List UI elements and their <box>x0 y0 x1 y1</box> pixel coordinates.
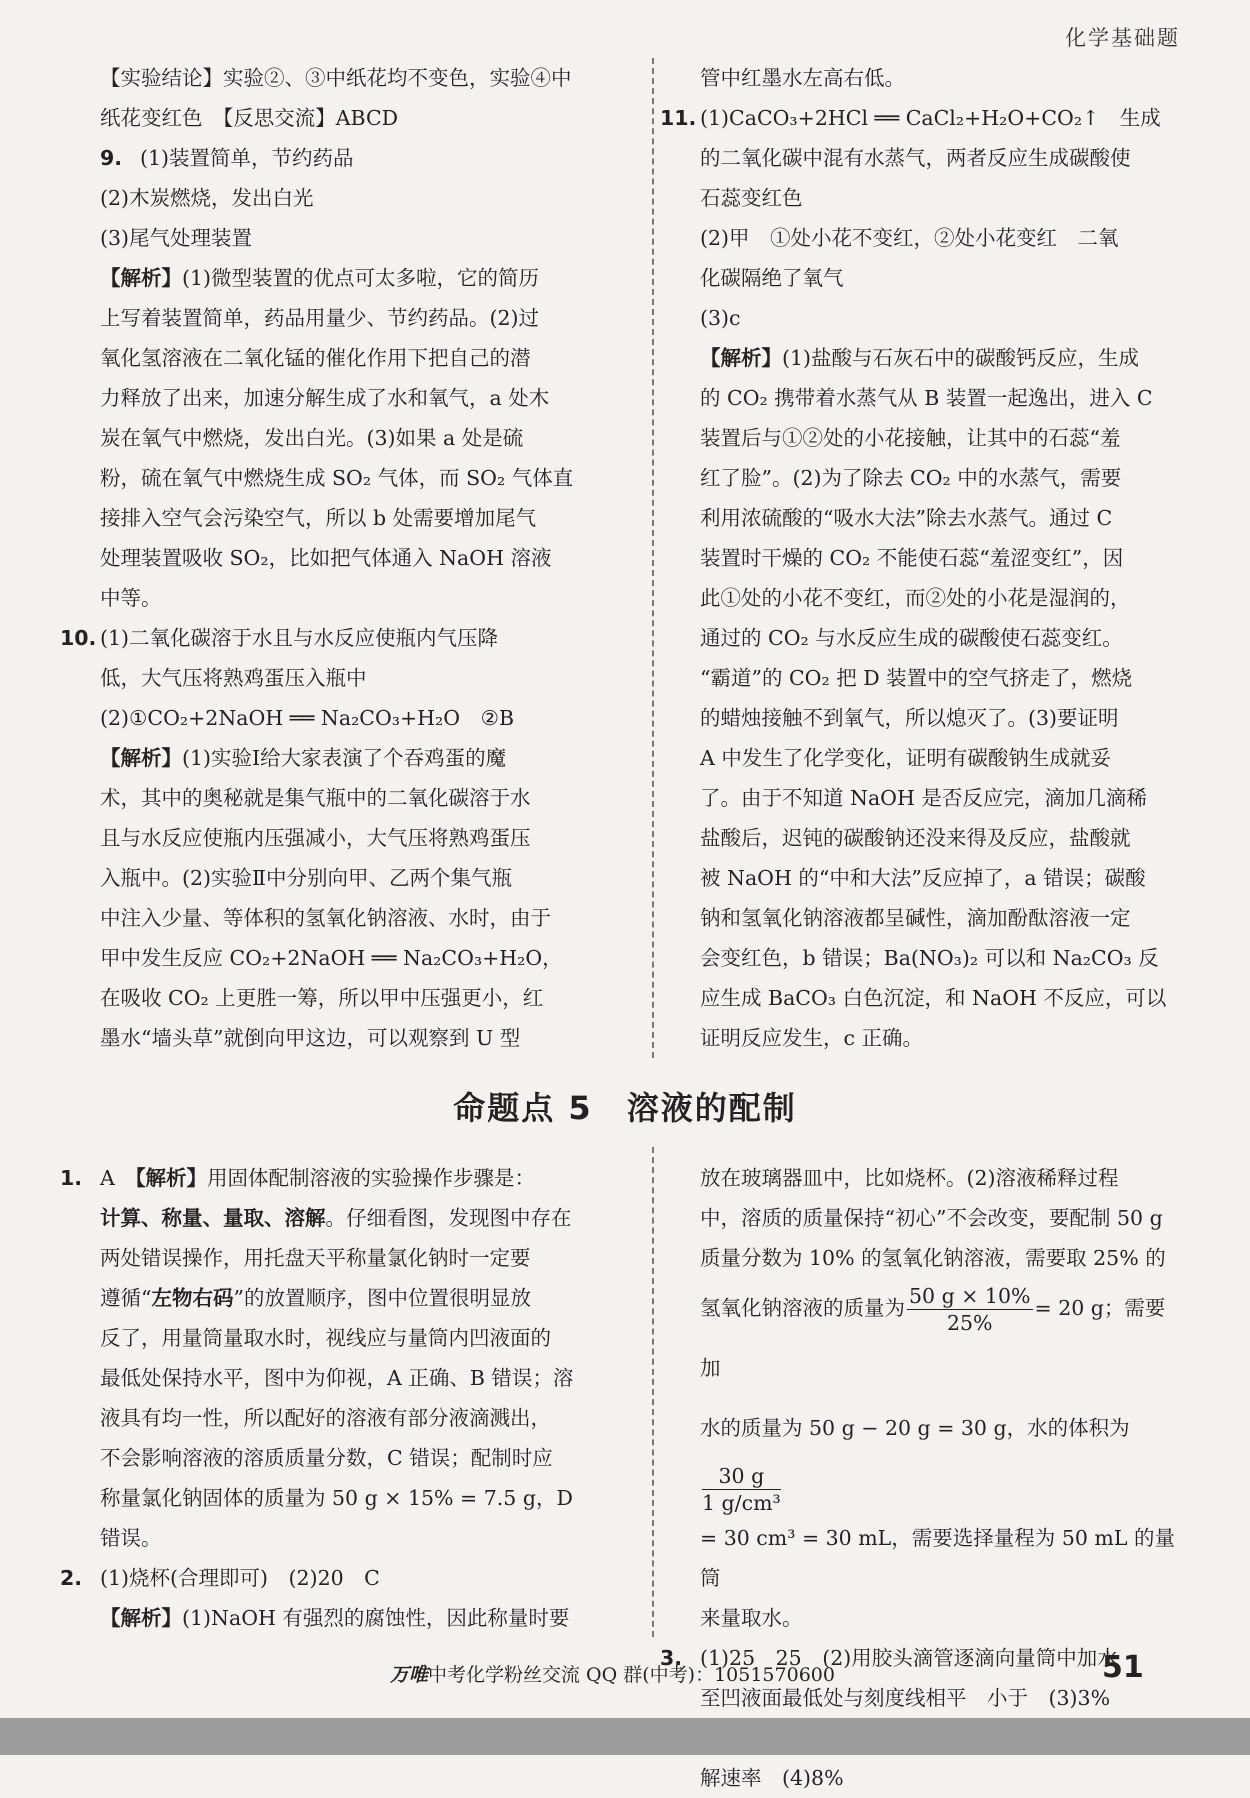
analysis-text: 反了，用量筒量取水时，视线应与量筒内凹液面的 <box>100 1326 551 1350</box>
answer-text: (3)尾气处理装置 <box>100 226 253 250</box>
analysis-text: 应生成 BaCO₃ 白色沉淀，和 NaOH 不反应，可以 <box>700 986 1167 1010</box>
analysis-text: 中注入少量、等体积的氢氧化钠溶液、水时，由于 <box>100 906 551 930</box>
text-line: 质量分数为 10% 的氢氧化钠溶液，需要取 25% 的 <box>700 1246 1166 1270</box>
question-number: 3. <box>660 1646 683 1670</box>
analysis-tag: 【解析】 <box>100 1606 182 1630</box>
footer-text: 中考化学粉丝交流 QQ 群(中考)：1051570600 <box>428 1664 835 1686</box>
analysis-text: 称量氯化钠固体的质量为 50 g × 15% = 7.5 g，D <box>100 1486 573 1510</box>
answer-text: (2)木炭燃烧，发出白光 <box>100 186 314 210</box>
analysis-tag: 【解析】 <box>100 746 182 770</box>
answer-text: 解速率 (4)8% <box>700 1766 844 1790</box>
answer-text: (1)二氧化碳溶于水且与水反应使瓶内气压降 <box>100 626 499 650</box>
answer-text: (1)烧杯(合理即可) (2)20 C <box>100 1566 380 1590</box>
analysis-text: A 中发生了化学变化，证明有碳酸钠生成就妥 <box>700 746 1111 770</box>
analysis-text: 被 NaOH 的“中和大法”反应掉了，a 错误；碳酸 <box>700 866 1146 890</box>
fraction-denominator: 25% <box>946 1311 993 1335</box>
question-number: 9. <box>100 146 123 170</box>
analysis-text: 上写着装置简单，药品用量少、节约药品。(2)过 <box>100 306 540 330</box>
column-divider <box>652 1147 656 1637</box>
analysis-text: 不会影响溶液的溶质质量分数，C 错误；配制时应 <box>100 1446 553 1470</box>
analysis-text: 盐酸后，迟钝的碳酸钠还没来得及反应，盐酸就 <box>700 826 1131 850</box>
analysis-tag: 【解析】 <box>100 266 182 290</box>
answer-text: (1)25 25 (2)用胶头滴管逐滴向量筒中加水 <box>700 1646 1118 1670</box>
answer-text: 的二氧化碳中混有水蒸气，两者反应生成碳酸使 <box>700 146 1131 170</box>
answer-text: (3)c <box>700 306 741 330</box>
fraction <box>907 1283 1033 1336</box>
analysis-text: 通过的 CO₂ 与水反应生成的碳酸使石蕊变红。 <box>700 626 1123 650</box>
left-column-2 <box>60 1158 630 1638</box>
analysis-text: 术，其中的奥秘就是集气瓶中的二氧化碳溶于水 <box>100 786 531 810</box>
right-column <box>660 58 1180 1058</box>
analysis-tag: 【解析】 <box>700 346 782 370</box>
question-number: 2. <box>60 1566 83 1590</box>
analysis-text: 的蜡烛接触不到氧气，所以熄灭了。(3)要证明 <box>700 706 1119 730</box>
fraction-denominator: 1 g/cm³ <box>702 1491 781 1515</box>
analysis-text: (1)微型装置的优点可太多啦，它的简历 <box>182 266 540 290</box>
text-line: = 20 g；需要加 <box>700 1296 1166 1380</box>
fraction-numerator: 50 g × 10% <box>909 1284 1031 1308</box>
text-line: 管中红墨水左高右低。 <box>700 66 905 90</box>
column-divider <box>652 58 656 1058</box>
analysis-text: 氧化氢溶液在二氧化锰的催化作用下把自己的潜 <box>100 346 531 370</box>
analysis-text: 入瓶中。(2)实验Ⅱ中分别向甲、乙两个集气瓶 <box>100 866 512 890</box>
analysis-text: 力释放了出来，加速分解生成了水和氧气，a 处木 <box>100 386 550 410</box>
analysis-text: (1)盐酸与石灰石中的碳酸钙反应，生成 <box>782 346 1140 370</box>
answer-text: 石蕊变红色 <box>700 186 803 210</box>
analysis-text: 红了脸”。(2)为了除去 CO₂ 中的水蒸气，需要 <box>700 466 1122 490</box>
right-column-2 <box>660 1158 1180 1798</box>
analysis-text: 错误。 <box>100 1526 162 1550</box>
analysis-text: 在吸收 CO₂ 上更胜一筹，所以甲中压强更小，红 <box>100 986 544 1010</box>
analysis-text: 装置时干燥的 CO₂ 不能使石蕊“羞涩变红”，因 <box>700 546 1124 570</box>
page-number: 51 <box>1102 1650 1144 1685</box>
answer-text: (2)甲 ①处小花不变红，②处小花变红 二氧 <box>700 226 1119 250</box>
question-number: 10. <box>60 626 97 650</box>
analysis-text: 接排入空气会污染空气，所以 b 处需要增加尾气 <box>100 506 537 530</box>
analysis-text: 。仔细看图，发现图中存在 <box>325 1206 572 1230</box>
analysis-text: 最低处保持水平，图中为仰视，A 正确、B 错误；溶 <box>100 1366 574 1390</box>
answer-text: (1)CaCO₃+2HCl ══ CaCl₂+H₂O+CO₂↑ 生成 <box>700 106 1161 130</box>
analysis-text: 甲中发生反应 CO₂+2NaOH ══ Na₂CO₃+H₂O， <box>100 946 563 970</box>
question-number: 11. <box>660 106 697 130</box>
analysis-text: 用固体配制溶液的实验操作步骤是： <box>207 1166 536 1190</box>
analysis-text: 处理装置吸收 SO₂，比如把气体通入 NaOH 溶液 <box>100 546 552 570</box>
text-line: 纸花变红色 【反思交流】ABCD <box>100 106 399 130</box>
brand-logo: 万唯 <box>390 1664 429 1686</box>
analysis-text: 此①处的小花不变红，而②处的小花是湿润的， <box>700 586 1131 610</box>
analysis-text: “霸道”的 CO₂ 把 D 装置中的空气挤走了，燃烧 <box>700 666 1133 690</box>
analysis-text: (1)NaOH 有强烈的腐蚀性，因此称量时要 <box>182 1606 570 1630</box>
header-section: 化学基础题 <box>1065 26 1180 50</box>
text-line: 【实验结论】实验②、③中纸花均不变色，实验④中 <box>100 66 572 90</box>
section-title: 命题点 5 溶液的配制 <box>453 1089 797 1127</box>
analysis-text: 钠和氢氧化钠溶液都呈碱性，滴加酚酞溶液一定 <box>700 906 1131 930</box>
analysis-text: ”的放置顺序，图中位置很明显放 <box>233 1286 531 1310</box>
analysis-text: 中等。 <box>100 586 162 610</box>
analysis-text: 墨水“墙头草”就倒向甲这边，可以观察到 U 型 <box>100 1026 521 1050</box>
text-line: 中，溶质的质量保持“初心”不会改变，要配制 50 g <box>700 1206 1163 1230</box>
text-line: 来量取水。 <box>700 1606 803 1630</box>
analysis-text: 会变红色，b 错误；Ba(NO₃)₂ 可以和 Na₂CO₃ 反 <box>700 946 1159 970</box>
analysis-text: 利用浓硫酸的“吸水大法”除去水蒸气。通过 C <box>700 506 1113 530</box>
fraction <box>702 1463 781 1516</box>
left-column <box>60 58 630 1058</box>
analysis-text: 液具有均一性，所以配好的溶液有部分液滴溅出， <box>100 1406 551 1430</box>
analysis-text: 装置后与①②处的小花接触，让其中的石蕊“羞 <box>700 426 1121 450</box>
fraction-numerator: 30 g <box>702 1463 781 1490</box>
question-number: 1. <box>60 1166 83 1190</box>
analysis-text: 证明反应发生，c 正确。 <box>700 1026 923 1050</box>
analysis-text: 两处错误操作，用托盘天平称量氯化钠时一定要 <box>100 1246 531 1270</box>
analysis-text: 的 CO₂ 携带着水蒸气从 B 装置一起逸出，进入 C <box>700 386 1153 410</box>
answer-text: 化碳隔绝了氧气 <box>700 266 844 290</box>
answer-text: (1)装置简单，节约药品 <box>140 146 354 170</box>
analysis-text: 炭在氧气中燃烧，发出白光。(3)如果 a 处是硫 <box>100 426 524 450</box>
analysis-text: 且与水反应使瓶内压强减小，大气压将熟鸡蛋压 <box>100 826 531 850</box>
analysis-text: 了。由于不知道 NaOH 是否反应完，滴加几滴稀 <box>700 786 1147 810</box>
steps-emphasis: 计算、称量、量取、溶解 <box>100 1206 326 1230</box>
bottom-bar <box>0 1718 1250 1755</box>
analysis-text: 遵循“ <box>100 1286 152 1310</box>
text-line: 放在玻璃器皿中，比如烧杯。(2)溶液稀释过程 <box>700 1166 1119 1190</box>
rule-emphasis: 左物右码 <box>151 1286 234 1310</box>
answer-text: 至凹液面最低处与刻度线相平 小于 (3)3% <box>700 1686 1111 1710</box>
text-line: 水的质量为 50 g − 20 g = 30 g，水的体积为 <box>700 1416 1130 1440</box>
text-line: 氢氧化钠溶液的质量为 <box>700 1296 905 1320</box>
answer-text: A <box>100 1166 136 1190</box>
footer <box>390 1660 835 1687</box>
text-line: = 30 cm³ = 30 mL，需要选择量程为 50 mL 的量筒 <box>700 1526 1175 1590</box>
analysis-text: 粉，硫在氧气中燃烧生成 SO₂ 气体，而 SO₂ 气体直 <box>100 466 574 490</box>
analysis-text: (1)实验Ⅰ给大家表演了个吞鸡蛋的魔 <box>182 746 507 770</box>
analysis-tag: 【解析】 <box>135 1166 208 1190</box>
answer-text: (2)①CO₂+2NaOH ══ Na₂CO₃+H₂O ②B <box>100 706 515 730</box>
answer-text: 低，大气压将熟鸡蛋压入瓶中 <box>100 666 367 690</box>
